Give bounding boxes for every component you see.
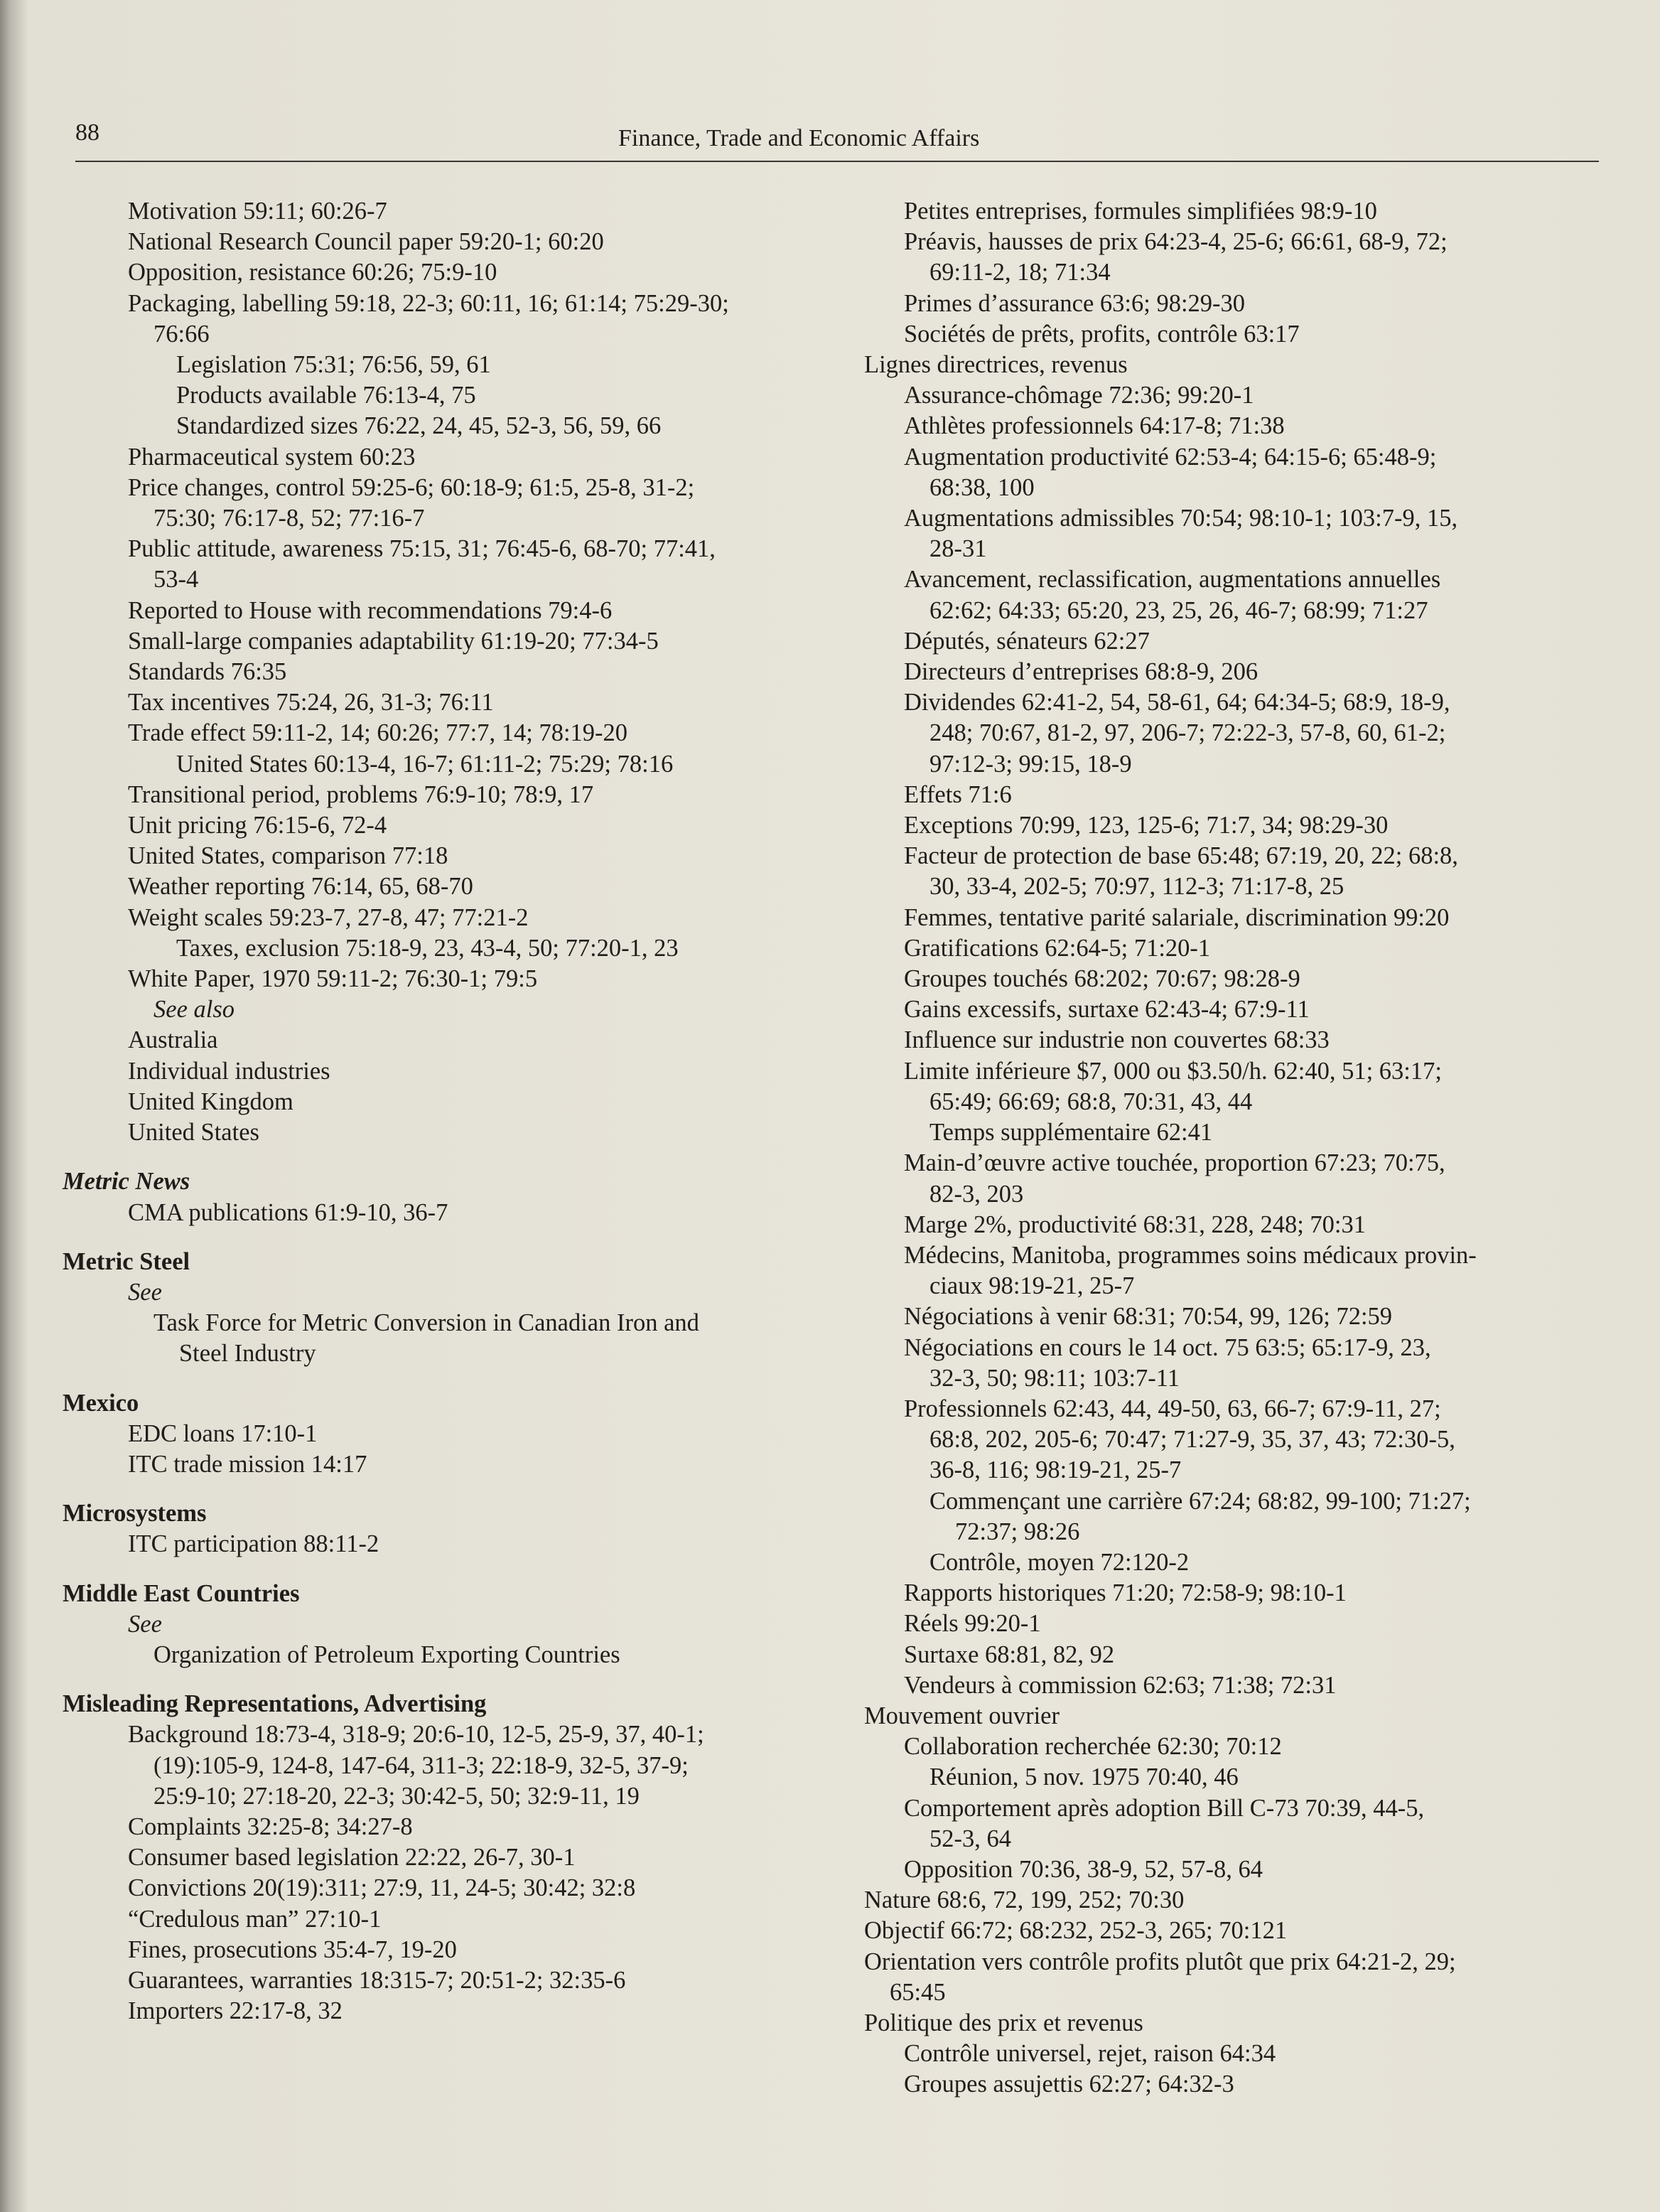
index-entry [864, 1025, 1603, 1056]
entry-line: Dividendes 62:41-2, 54, 58-61, 64; 64:34-5; 68:9, 18-9, [904, 689, 1450, 716]
entry-line: Politique des prix et revenus [864, 2009, 1143, 2036]
index-entry [63, 1025, 836, 1056]
index-entry [63, 350, 836, 380]
entry-line: 72:37; 98:26 [955, 1518, 1080, 1545]
entry-line: Directeurs d’entreprises 68:8-9, 206 [904, 658, 1259, 686]
index-entry [63, 442, 836, 473]
index-entry [63, 718, 836, 748]
entry-line: Groupes touchés 68:202; 70:67; 98:28-9 [904, 965, 1300, 993]
index-entry [63, 596, 836, 626]
entry-line: 30, 33-4, 202-5; 70:97, 112-3; 71:17-8, 25 [929, 873, 1344, 901]
index-entry [63, 687, 836, 718]
right-index-column [864, 196, 1603, 2100]
entry-line: United States, comparison 77:18 [128, 842, 448, 870]
index-entry [63, 1996, 836, 2026]
see-reference [63, 1277, 836, 1308]
running-head: Finance, Trade and Economic Affairs [618, 125, 980, 151]
index-heading [63, 1388, 836, 1419]
index-entry [864, 1916, 1603, 1946]
entry-line: Small-large companies adaptability 61:19-20; 77:34-5 [128, 627, 659, 655]
index-entry [864, 319, 1603, 350]
index-entry [63, 841, 836, 871]
index-heading [63, 1166, 836, 1197]
index-entry [63, 1529, 836, 1559]
entry-line: Exceptions 70:99, 123, 125-6; 71:7, 34; 98:29-30 [904, 812, 1389, 839]
index-entry [864, 1578, 1603, 1609]
entry-line: Task Force for Metric Conversion in Canadian Iron and [153, 1309, 699, 1337]
index-entry [63, 964, 836, 994]
entry-line: Facteur de protection de base 65:48; 67:19, 20, 22; 68:8, [904, 842, 1458, 870]
entry-line: Price changes, control 59:25-6; 60:18-9; 61:5, 25-8, 31-2; [128, 473, 695, 501]
entry-line: 32-3, 50; 98:11; 103:7-11 [929, 1364, 1180, 1392]
index-entry [864, 780, 1603, 810]
index-entry [63, 1719, 836, 1812]
entry-line: Contrôle, moyen 72:120-2 [929, 1548, 1190, 1576]
index-entry [864, 841, 1603, 902]
entry-line: Taxes, exclusion 75:18-9, 23, 43-4, 50; 77:20-1, 23 [176, 934, 679, 962]
index-entry [864, 1640, 1603, 1670]
header-rule [75, 161, 1599, 162]
index-entry [63, 1904, 836, 1935]
entry-line: Opposition, resistance 60:26; 75:9-10 [128, 259, 497, 286]
entry-line: 75:30; 76:17-8, 52; 77:16-7 [153, 505, 425, 532]
index-entry [864, 411, 1603, 441]
entry-line: Background 18:73-4, 318-9; 20:6-10, 12-5, 25-9, 37, 40-1; [128, 1721, 704, 1749]
entry-line: Convictions 20(19):311; 27:9, 11, 24-5; 30:42; 32:8 [128, 1874, 636, 1902]
entry-line: Metric News [63, 1168, 190, 1196]
entry-line: 53-4 [153, 566, 199, 594]
index-heading [63, 1498, 836, 1529]
entry-line: ciaux 98:19-21, 25-7 [929, 1272, 1135, 1300]
entry-line: 65:49; 66:69; 68:8, 70:31, 43, 44 [929, 1088, 1253, 1115]
entry-line: Sociétés de prêts, profits, contrôle 63:17 [904, 320, 1300, 348]
index-entry [63, 1117, 836, 1148]
index-entry [63, 411, 836, 441]
index-entry [864, 994, 1603, 1025]
entry-line: Public attitude, awareness 75:15, 31; 76:45-6, 68-70; 77:41, [128, 535, 716, 563]
entry-line: Motivation 59:11; 60:26-7 [128, 198, 387, 225]
entry-line: 25:9-10; 27:18-20, 22-3; 30:42-5, 50; 32:9-11, 19 [153, 1782, 640, 1810]
index-entry [63, 626, 836, 657]
entry-line: ITC trade mission 14:17 [128, 1450, 367, 1478]
index-entry [864, 350, 1603, 380]
entry-line: Nature 68:6, 72, 199, 252; 70:30 [864, 1886, 1185, 1914]
index-entry [864, 196, 1603, 227]
index-entry [63, 1640, 836, 1670]
entry-line: Temps supplémentaire 62:41 [929, 1119, 1213, 1147]
entry-line: Effets 71:6 [904, 780, 1012, 808]
entry-line: Legislation 75:31; 76:56, 59, 61 [176, 351, 491, 379]
entry-line: National Research Council paper 59:20-1; 60:20 [128, 228, 604, 256]
index-entry [63, 780, 836, 810]
entry-line: Metric Steel [63, 1247, 190, 1275]
entry-line: Petites entreprises, formules simplifiées 98:9-10 [904, 198, 1377, 225]
entry-line: United States 60:13-4, 16-7; 61:11-2; 75:29; 78:16 [176, 750, 674, 778]
entry-line: Mexico [63, 1389, 139, 1417]
index-entry [864, 1333, 1603, 1394]
index-entry [864, 503, 1603, 564]
entry-line: 62:62; 64:33; 65:20, 23, 25, 26, 46-7; 68:99; 71:27 [929, 596, 1428, 624]
entry-line: Lignes directrices, revenus [864, 351, 1128, 379]
entry-line: United Kingdom [128, 1088, 293, 1115]
index-entry [864, 227, 1603, 288]
entry-line: Weather reporting 76:14, 65, 68-70 [128, 873, 473, 901]
index-entry [63, 810, 836, 841]
index-entry [864, 564, 1603, 626]
entry-line: Médecins, Manitoba, programmes soins médicaux provin- [904, 1241, 1477, 1269]
entry-line: Négociations à venir 68:31; 70:54, 99, 126; 72:59 [904, 1303, 1393, 1331]
entry-line: Limite inférieure $7, 000 ou $3.50/h. 62:40, 51; 63:17; [904, 1057, 1442, 1085]
index-entry [864, 2039, 1603, 2069]
entry-line: Organization of Petroleum Exporting Countries [153, 1641, 620, 1668]
index-entry [63, 473, 836, 534]
entry-line: Australia [128, 1026, 218, 1054]
entry-line: Tax incentives 75:24, 26, 31-3; 76:11 [128, 689, 494, 716]
page-number: 88 [75, 119, 99, 146]
entry-line: Trade effect 59:11-2, 14; 60:26; 77:7, 14; 78:19-20 [128, 719, 628, 747]
index-entry [864, 289, 1603, 319]
entry-line: 65:45 [890, 1978, 946, 2006]
entry-line: Réunion, 5 nov. 1975 70:40, 46 [929, 1763, 1239, 1791]
index-entry [63, 903, 836, 933]
index-entry [63, 1056, 836, 1087]
entry-line: Augmentations admissibles 70:54; 98:10-1; 103:7-9, 15, [904, 505, 1458, 532]
entry-line: 28-31 [929, 535, 987, 563]
entry-line: “Credulous man” 27:10-1 [128, 1905, 382, 1933]
entry-line: Pharmaceutical system 60:23 [128, 443, 416, 471]
entry-line: Products available 76:13-4, 75 [176, 382, 476, 409]
entry-line: Opposition 70:36, 38-9, 52, 57-8, 64 [904, 1855, 1263, 1883]
entry-line: 52-3, 64 [929, 1825, 1011, 1852]
entry-line: Augmentation productivité 62:53-4; 64:15-6; 65:48-9; [904, 443, 1437, 471]
index-entry [864, 2008, 1603, 2039]
entry-line: Main-d’œuvre active touchée, proportion 67:23; 70:75, [904, 1149, 1445, 1177]
index-entry [63, 289, 836, 350]
entry-line: Surtaxe 68:81, 82, 92 [904, 1641, 1115, 1668]
index-entry [864, 1148, 1603, 1209]
entry-line: Gains excessifs, surtaxe 62:43-4; 67:9-11 [904, 996, 1310, 1024]
left-index-column [63, 196, 836, 2026]
index-entry [864, 1793, 1603, 1854]
entry-line: Packaging, labelling 59:18, 22-3; 60:11, 16; 61:14; 75:29-30; [128, 289, 729, 317]
entry-line: Collaboration recherchée 62:30; 70:12 [904, 1733, 1282, 1761]
entry-line: Standards 76:35 [128, 658, 287, 686]
index-entry [864, 1947, 1603, 2008]
entry-line: 69:11-2, 18; 71:34 [929, 259, 1111, 286]
entry-line: ITC participation 88:11-2 [128, 1530, 379, 1558]
entry-line: Objectif 66:72; 68:232, 252-3, 265; 70:121 [864, 1917, 1288, 1945]
entry-line: 82-3, 203 [929, 1180, 1024, 1208]
index-entry [864, 933, 1603, 964]
entry-line: Influence sur industrie non couvertes 68:33 [904, 1026, 1330, 1054]
entry-line: 76:66 [153, 320, 210, 348]
index-entry [63, 1935, 836, 1965]
entry-line: Individual industries [128, 1057, 330, 1085]
index-entry [63, 1087, 836, 1117]
index-entry [63, 1449, 836, 1480]
see-reference [63, 994, 836, 1025]
index-entry [864, 1885, 1603, 1916]
entry-line: Standardized sizes 76:22, 24, 45, 52-3, 56, 59, 66 [176, 412, 662, 440]
see-reference [63, 1609, 836, 1640]
index-entry [63, 1198, 836, 1228]
index-entry [864, 687, 1603, 780]
entry-line: Avancement, reclassification, augmentations annuelles [904, 566, 1441, 594]
entry-line: Middle East Countries [63, 1579, 300, 1607]
index-entry [864, 380, 1603, 411]
index-entry [63, 227, 836, 257]
entry-line: Groupes assujettis 62:27; 64:32-3 [904, 2071, 1234, 2098]
index-entry [864, 964, 1603, 994]
index-entry [864, 810, 1603, 841]
entry-line: 248; 70:67, 81-2, 97, 206-7; 72:22-3, 57-8, 60, 61-2; [929, 719, 1446, 747]
entry-line: EDC loans 17:10-1 [128, 1419, 318, 1447]
entry-line: 36-8, 116; 98:19-21, 25-7 [929, 1456, 1182, 1484]
entry-line: Professionnels 62:43, 44, 49-50, 63, 66-7; 67:9-11, 27; [904, 1395, 1441, 1422]
index-entry [864, 626, 1603, 657]
index-entry [63, 871, 836, 902]
index-entry [864, 442, 1603, 503]
index-entry [864, 1854, 1603, 1885]
entry-line: See [128, 1610, 162, 1638]
entry-line: Commençant une carrière 67:24; 68:82, 99-100; 71:27; [929, 1487, 1471, 1515]
index-entry [864, 1210, 1603, 1240]
entry-line: Athlètes professionnels 64:17-8; 71:38 [904, 412, 1285, 440]
entry-line: See [128, 1278, 162, 1306]
entry-line: Comportement après adoption Bill C-73 70:39, 44-5, [904, 1794, 1425, 1822]
index-entry [63, 1842, 836, 1873]
entry-line: Rapports historiques 71:20; 72:58-9; 98:10-1 [904, 1579, 1347, 1607]
index-entry [63, 257, 836, 288]
entry-line: (19):105-9, 124-8, 147-64, 311-3; 22:18-9, 32-5, 37-9; [153, 1751, 689, 1779]
index-entry [864, 2069, 1603, 2100]
index-entry [63, 933, 836, 964]
entry-line: Steel Industry [179, 1340, 316, 1368]
index-entry [864, 1762, 1603, 1793]
entry-line: United States [128, 1119, 259, 1147]
index-entry [864, 1394, 1603, 1486]
index-entry [864, 1701, 1603, 1732]
index-entry [864, 1609, 1603, 1639]
index-entry [864, 903, 1603, 933]
index-entry [864, 1240, 1603, 1301]
entry-line: Femmes, tentative parité salariale, discrimination 99:20 [904, 903, 1450, 931]
entry-line: 68:38, 100 [929, 473, 1035, 501]
entry-line: Contrôle universel, rejet, raison 64:34 [904, 2040, 1276, 2068]
entry-line: Vendeurs à commission 62:63; 71:38; 72:31 [904, 1671, 1337, 1699]
entry-line: Guarantees, warranties 18:315-7; 20:51-2; 32:35-6 [128, 1966, 626, 1994]
entry-line: Misleading Representations, Advertising [63, 1690, 487, 1718]
index-entry [63, 1873, 836, 1904]
index-entry [864, 1301, 1603, 1332]
index-entry [63, 534, 836, 595]
entry-line: Primes d’assurance 63:6; 98:29-30 [904, 289, 1246, 317]
entry-line: Transitional period, problems 76:9-10; 78:9, 17 [128, 780, 594, 808]
entry-line: CMA publications 61:9-10, 36-7 [128, 1198, 448, 1226]
entry-line: Reported to House with recommendations 79:4-6 [128, 596, 613, 624]
index-entry [63, 1308, 836, 1369]
entry-line: Importers 22:17-8, 32 [128, 1997, 343, 2025]
entry-line: Complaints 32:25-8; 34:27-8 [128, 1813, 413, 1840]
entry-line: Assurance-chômage 72:36; 99:20-1 [904, 382, 1254, 409]
index-heading [63, 1579, 836, 1609]
index-entry [63, 657, 836, 687]
index-entry [864, 1670, 1603, 1701]
index-entry [864, 1547, 1603, 1578]
index-entry [864, 1117, 1603, 1148]
entry-line: Négociations en cours le 14 oct. 75 63:5; 65:17-9, 23, [904, 1333, 1431, 1361]
entry-line: White Paper, 1970 59:11-2; 76:30-1; 79:5 [128, 965, 538, 993]
entry-line: Mouvement ouvrier [864, 1702, 1060, 1729]
entry-line: Députés, sénateurs 62:27 [904, 627, 1150, 655]
index-entry [63, 380, 836, 411]
index-heading [63, 1689, 836, 1719]
index-entry [864, 657, 1603, 687]
index-entry [864, 1732, 1603, 1762]
entry-line: Marge 2%, productivité 68:31, 228, 248; 70:31 [904, 1210, 1366, 1238]
index-entry [63, 1419, 836, 1449]
entry-line: Réels 99:20-1 [904, 1610, 1041, 1638]
entry-line: Gratifications 62:64-5; 71:20-1 [904, 934, 1211, 962]
entry-line: Préavis, hausses de prix 64:23-4, 25-6; 66:61, 68-9, 72; [904, 228, 1448, 256]
index-heading [63, 1247, 836, 1277]
entry-line: Consumer based legislation 22:22, 26-7, 30-1 [128, 1844, 576, 1872]
index-entry [864, 1056, 1603, 1117]
entry-line: 68:8, 202, 205-6; 70:47; 71:27-9, 35, 37, 43; 72:30-5, [929, 1426, 1455, 1454]
index-entry [63, 1965, 836, 1996]
entry-line: Fines, prosecutions 35:4-7, 19-20 [128, 1936, 457, 1963]
index-entry [864, 1486, 1603, 1547]
index-entry [63, 1812, 836, 1842]
index-entry [63, 749, 836, 780]
entry-line: See also [153, 996, 235, 1024]
entry-line: Weight scales 59:23-7, 27-8, 47; 77:21-2 [128, 903, 529, 931]
entry-line: Microsystems [63, 1500, 207, 1528]
entry-line: 97:12-3; 99:15, 18-9 [929, 750, 1132, 778]
entry-line: Orientation vers contrôle profits plutôt que prix 64:21-2, 29; [864, 1948, 1456, 1975]
entry-line: Unit pricing 76:15-6, 72-4 [128, 812, 387, 839]
index-entry [63, 196, 836, 227]
